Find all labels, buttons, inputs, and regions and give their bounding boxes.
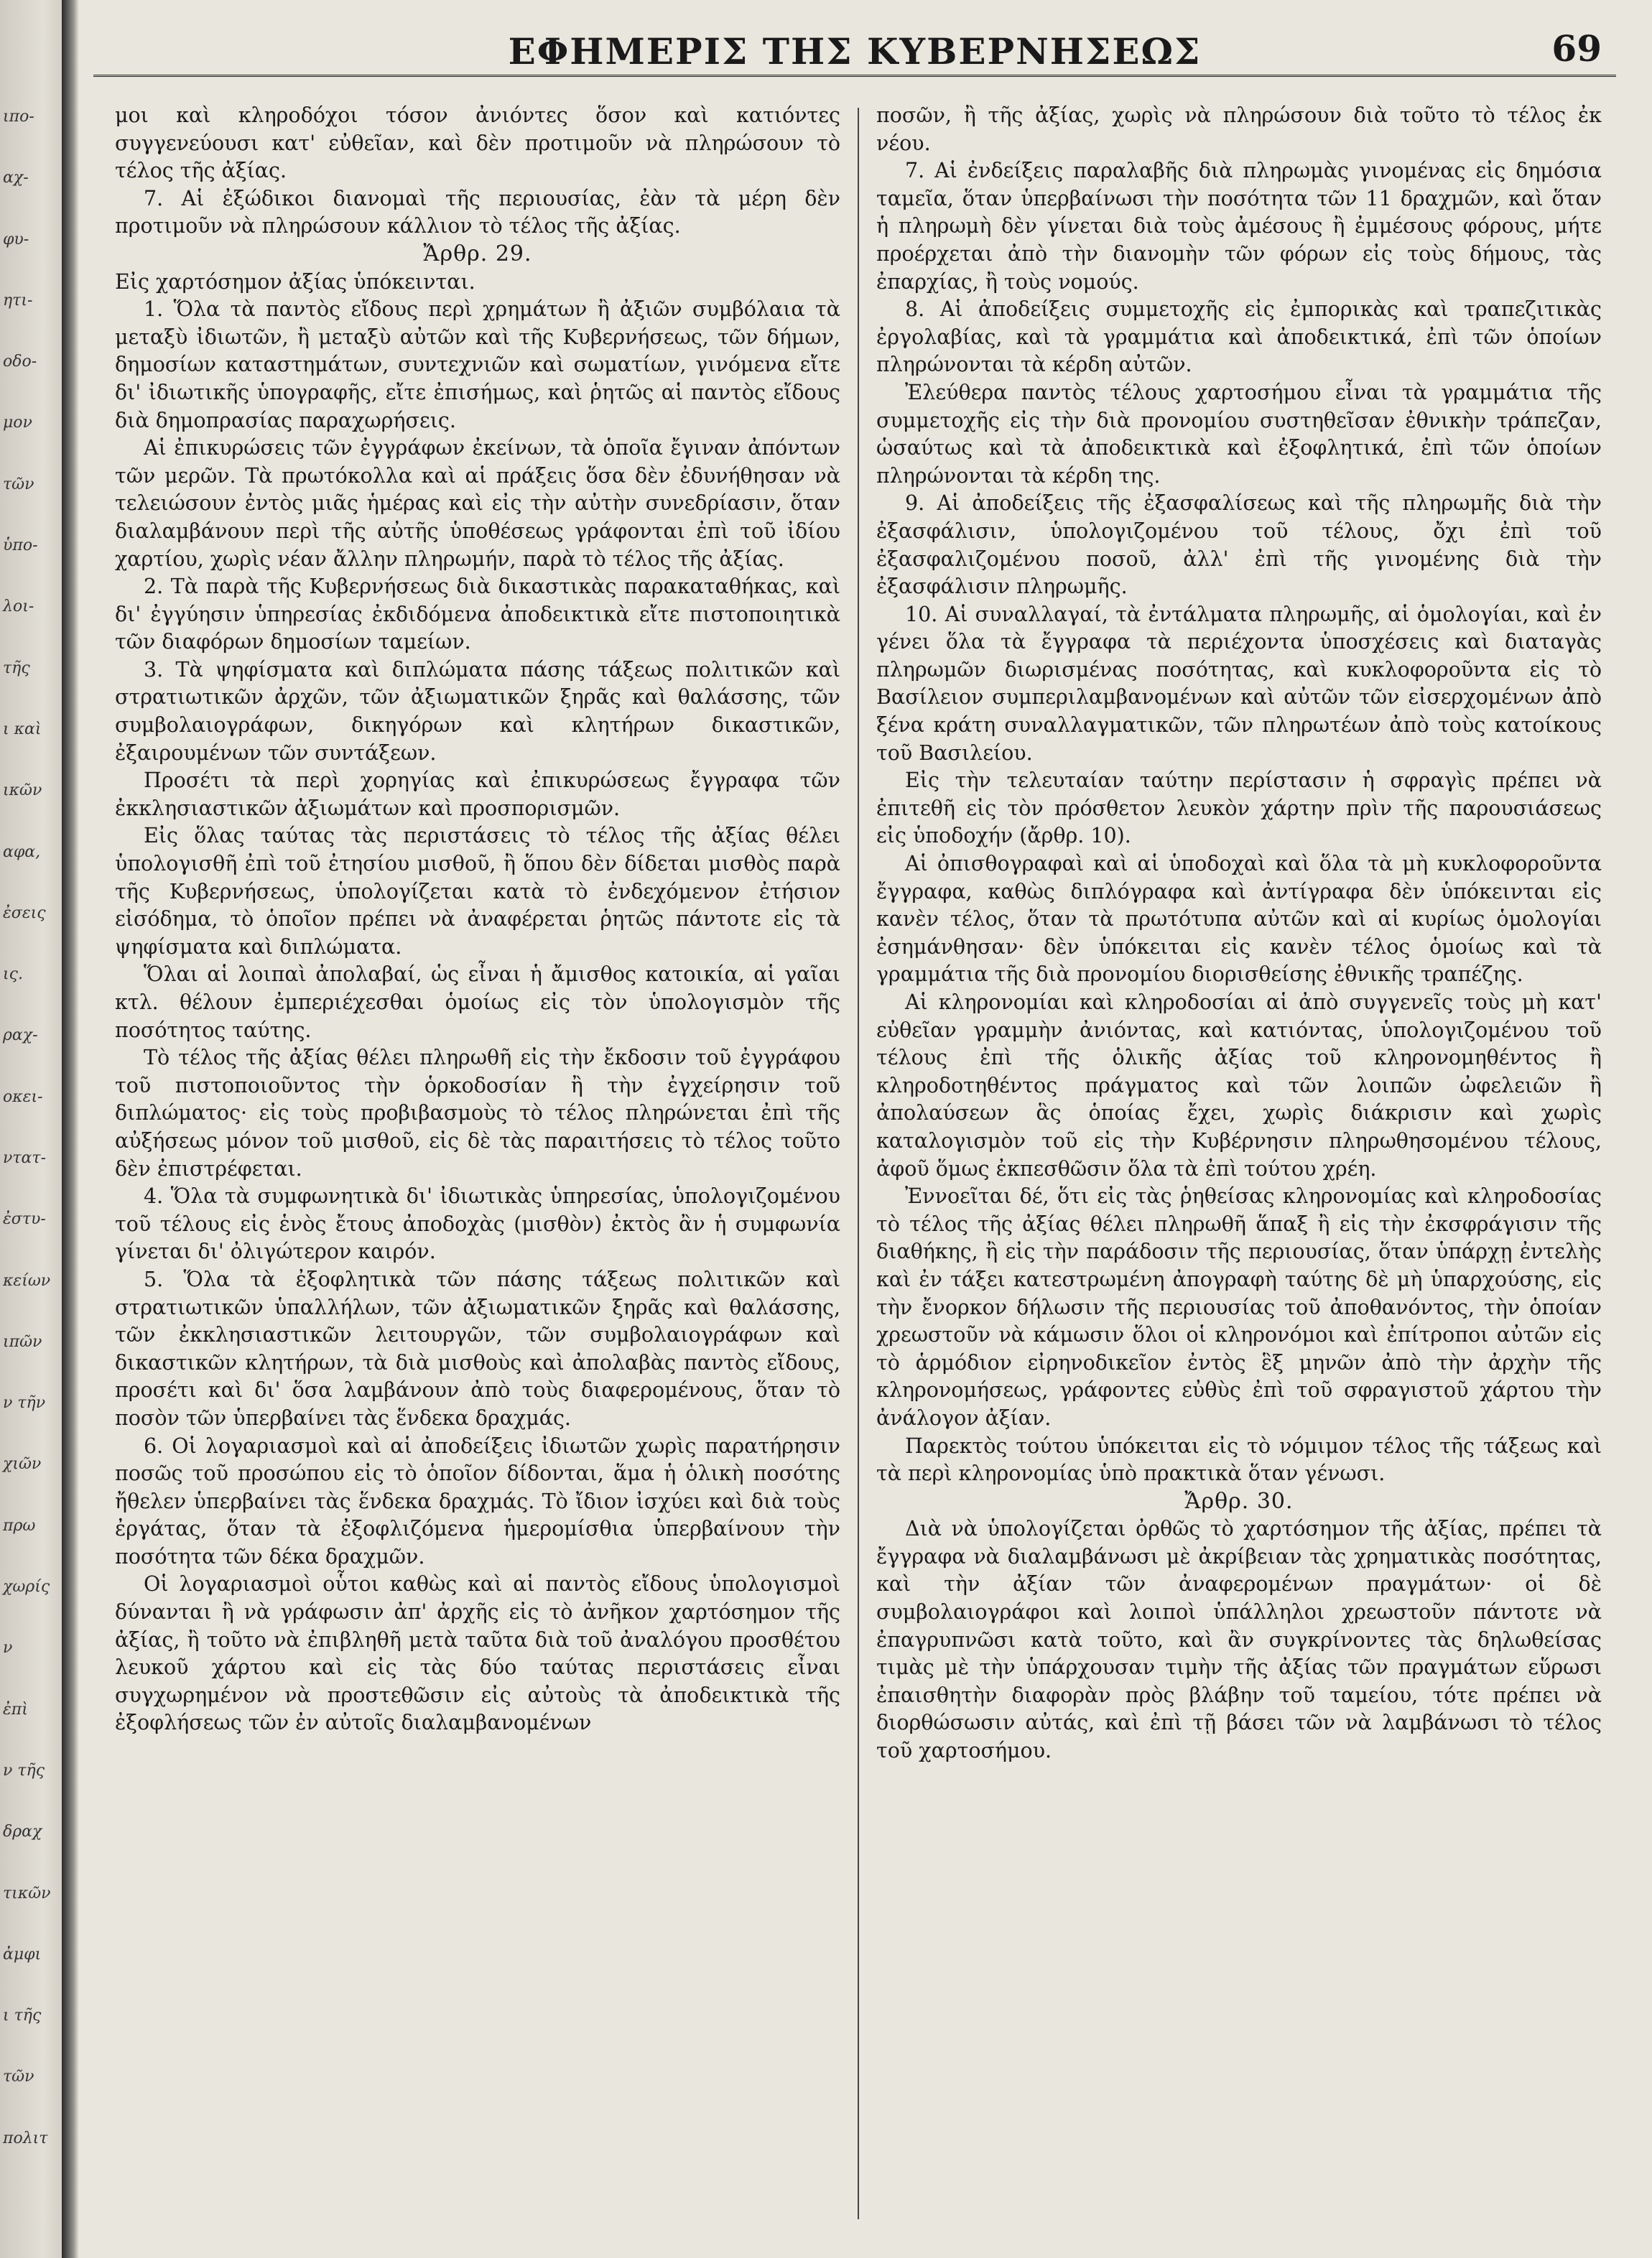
margin-fragment: τῶν	[3, 2068, 34, 2086]
margin-fragment: φυ-	[3, 230, 29, 248]
paragraph: Αἱ ὀπισθογραφαὶ καὶ αἱ ὑποδοχαὶ καὶ ὅλα τὰ μὴ κυκλοφοροῦντα ἔγγραφα, καθὼς διπλόγραφα καὶ ἀντίγραφα δὲν ὑπόκεινται εἰς κανὲν τέλος, ὅταν τὰ πρωτότυπα αὐτῶν καὶ αἱ κυρίως ὁμολογίαι ἐσημάνθησαν· δὲν ὑπόκειται εἰς κανὲν τέλος ὁμοίως καὶ τὰ γραμμάτια τῆς διὰ προνομίου διορισθείσης ἐθνικῆς τραπέζης.	[876, 852, 1602, 987]
column-divider	[858, 108, 859, 2219]
margin-fragment: οκει-	[3, 1087, 43, 1106]
margin-fragment: ιπῶν	[3, 1332, 42, 1351]
margin-fragment: ι καὶ	[3, 720, 42, 738]
paragraph: Προσέτι τὰ περὶ χορηγίας καὶ ἐπικυρώσεως ἔγγραφα τῶν ἐκκλησιαστικῶν ἀξιωμάτων καὶ προσπορισμῶν.	[115, 768, 840, 820]
article-heading: Ἄρθρ. 30.	[1184, 1488, 1294, 1514]
margin-fragment: κείων	[3, 1271, 51, 1290]
margin-fragment: δραχ	[3, 1823, 42, 1841]
page-header	[93, 23, 1616, 77]
margin-fragment: ἐστυ-	[3, 1210, 46, 1229]
margin-fragment: ντατ-	[3, 1149, 47, 1167]
paragraph: 7. Αἱ ἐνδείξεις παραλαβῆς διὰ πληρωμὰς γινομένας εἰς δημόσια ταμεῖα, ὅταν ὑπερβαίνωσι τὴν ποσότητα τῶν 11 δραχμῶν, καὶ ὅταν ἡ πληρωμὴ δὲν γίνεται διὰ τοὺς ἀμέσους ἢ ἐμμέσους φόρους, μήτε προέρχεται ἀπὸ τὴν διανομὴν τῶν φόρων εἰς τοὺς δήμους, τὰς ἐπαρχίας, ἢ τοὺς νομούς.	[876, 159, 1602, 294]
margin-fragment: χιῶν	[3, 1455, 42, 1474]
margin-fragment: ραχ-	[3, 1026, 38, 1045]
margin-fragment: ἐπὶ	[3, 1700, 28, 1719]
margin-fragment: αφα,	[3, 842, 41, 861]
margin-fragment: αχ-	[3, 169, 29, 187]
paragraph: Ἐννοεῖται δέ, ὅτι εἰς τὰς ῥηθείσας κληρονομίας καὶ κληροδοσίας τὸ τέλος τῆς ἀξίας θέλει πληρωθῆ ἅπαξ ἢ εἰς τὴν ἐκσφράγισιν τῆς διαθήκης, ἢ εἰς τὴν παράδοσιν τῆς περιουσίας, ὅταν ὑπάρχῃ ἐντελὴς καὶ ἐν τάξει κατεστρωμένη ἀπογραφὴ ταύτης δὲ μὴ ὑπαρχούσης, εἰς τὴν ἔνορκον δήλωσιν τῆς περιουσίας τοῦ ἀποθανόντος, τὴν ὁποίαν χρεωστοῦν νὰ κάμωσιν ὅλοι οἱ κληρονόμοι καὶ ἐπίτροποι αὐτῶν εἰς τὸ ἁρμόδιον εἰρηνοδικεῖον ἐντὸς ἓξ μηνῶν ἀπὸ τὴν ἀρχὴν τῆς κληρονομήσεως, γράφοντες εὐθὺς ἐπὶ τοῦ σφραγιστοῦ χάρτου τὴν ἀνάλογον ἀξίαν.	[876, 1184, 1602, 1430]
paragraph: 5. Ὅλα τὰ ἐξοφλητικὰ τῶν πάσης τάξεως πολιτικῶν καὶ στρατιωτικῶν ὑπαλλήλων, τῶν ἀξιωματικῶν ξηρᾶς καὶ θαλάσσης, τῶν ἐκκλησιαστικῶν λειτουργῶν, τῶν συμβολαιογράφων καὶ δικαστικῶν κλητήρων, τὰ διὰ μισθοὺς καὶ ἀπολαβὰς παντὸς εἴδους, προσέτι καὶ δι' ὅσα λαμβάνουν ἀπὸ τοὺς διαφερομένους, ὅταν τὸ ποσὸν τῶν ὑπερβαίνει τὰς ἕνδεκα δραχμάς.	[115, 1267, 840, 1430]
paragraph: Εἰς ὅλας ταύτας τὰς περιστάσεις τὸ τέλος τῆς ἀξίας θέλει ὑπολογισθῆ ἐπὶ τοῦ ἐτησίου μισθοῦ, ἢ ὅπου δὲν δίδεται μισθὸς παρὰ τῆς Κυβερνήσεως, ὑπολογίζεται κατὰ τὸ ἐνδεχόμενον ἐτήσιον εἰσόδημα, τὸ ὁποῖον πρέπει νὰ ἀναφέρεται ῥητῶς πάντοτε εἰς τὰ ψηφίσματα καὶ διπλώματα.	[115, 824, 840, 959]
margin-fragment: τικῶν	[3, 1884, 51, 1902]
binding-shadow	[62, 0, 79, 2258]
paragraph: 1. Ὅλα τὰ παντὸς εἴδους περὶ χρημάτων ἢ ἀξιῶν συμβόλαια τὰ μεταξὺ ἰδιωτῶν, ἢ μεταξὺ αὐτῶν καὶ τῆς Κυβερνήσεως, τῶν δήμων, δημοσίων καταστημάτων, συντεχνιῶν καὶ σωματίων, γινόμενα εἴτε δι' ἰδιωτικῆς ὑπογραφῆς, εἴτε ἐπισήμως, καὶ ῥητῶς αἱ παντὸς εἴδους διὰ δημοπρασίας παραχωρήσεις.	[115, 297, 840, 432]
paragraph: Εἰς χαρτόσημον ἀξίας ὑπόκεινται.	[115, 269, 475, 294]
margin-fragment: τῶν	[3, 475, 34, 493]
page-number: 69	[1551, 27, 1602, 70]
margin-fragment: μον	[3, 414, 32, 432]
margin-fragment: ἀμφι	[3, 1945, 42, 1964]
article-heading: Ἄρθρ. 29.	[423, 241, 532, 266]
margin-fragment: λοι-	[3, 598, 34, 616]
margin-fragment: ικῶν	[3, 781, 42, 800]
paragraph: 6. Οἱ λογαριασμοὶ καὶ αἱ ἀποδείξεις ἰδιωτῶν χωρὶς παρατήρησιν ποσῶς τοῦ προσώπου εἰς τὸ ὁποῖον δίδονται, ἅμα ἡ ὁλικὴ ποσότης ἤθελεν ὑπερβαίνει τὰς ἕνδεκα δραχμάς. Τὸ ἴδιον ἰσχύει καὶ διὰ τοὺς ἐργάτας, ὅταν τὰ ἐξοφλιζόμενα ἡμερομίσθια ὑπερβαίνουν τὴν ποσότητα τῶν δέκα δραχμῶν.	[115, 1434, 840, 1569]
paragraph: Εἰς τὴν τελευταίαν ταύτην περίστασιν ἡ σφραγὶς πρέπει νὰ ἐπιτεθῆ εἰς τὸν πρόσθετον λευκὸν χάρτην πρὶν τῆς παρουσιάσεως εἰς ὑποδοχήν (ἄρθρ. 10).	[876, 768, 1602, 848]
margin-fragment: χωρίς	[3, 1578, 50, 1597]
paragraph: 3. Τὰ ψηφίσματα καὶ διπλώματα πάσης τάξεως πολιτικῶν καὶ στρατιωτικῶν ἀρχῶν, τῶν ἀξιωματικῶν ξηρᾶς καὶ θαλάσσης, τῶν συμβολαιογράφων, δικηγόρων καὶ κλητήρων δικαστικῶν, ἐξαιρουμένων τῶν συντάξεων.	[115, 657, 840, 765]
adjacent-page-margin	[0, 0, 62, 2258]
margin-fragment: ιπο-	[3, 108, 34, 126]
paragraph: Τὸ τέλος τῆς ἀξίας θέλει πληρωθῆ εἰς τὴν ἔκδοσιν τοῦ ἐγγράφου τοῦ πιστοποιοῦντος τὴν ὁρκοδοσίαν ἢ τὴν ἐγχείρησιν τοῦ διπλώματος· εἰς τοὺς προβιβασμοὺς τὸ τέλος πληρώνεται ἐπὶ τῆς αὐξήσεως μόνον τοῦ μισθοῦ, εἰς δὲ τὰς παραιτήσεις τὸ τέλος τοῦτο δὲν ἐπιστρέφεται.	[115, 1046, 840, 1181]
margin-fragment: ητι-	[3, 291, 33, 310]
paragraph: 10. Αἱ συναλλαγαί, τὰ ἐντάλματα πληρωμῆς, αἱ ὁμολογίαι, καὶ ἐν γένει ὅλα τὰ ἔγγραφα τὰ περιέχοντα ὑποσχέσεις καὶ διαταγὰς πληρωμῶν διωρισμένας ποσότητας, καὶ κυκλοφοροῦντα εἰς τὸ Βασίλειον συμπεριλαμβανομένων καὶ αὐτῶν τῶν εἰσερχομένων ἀπὸ ξένα κράτη συναλλαγματικῶν, τῶν πληρωτέων ἀπὸ τοὺς κατοίκους τοῦ Βασιλείου.	[876, 602, 1602, 765]
margin-fragment: οδο-	[3, 353, 37, 371]
paragraph: μοι καὶ κληροδόχοι τόσον ἀνιόντες ὅσον καὶ κατιόντες συγγενεύουσι κατ' εὐθεῖαν, καὶ δὲν προτιμοῦν νὰ πληρώσουν τὸ τέλος τῆς ἀξίας.	[115, 103, 840, 183]
margin-fragment: πρω	[3, 1516, 36, 1535]
margin-fragment: ὑπο-	[3, 536, 38, 555]
paragraph: 9. Αἱ ἀποδείξεις τῆς ἐξασφαλίσεως καὶ τῆς πληρωμῆς διὰ τὴν ἐξασφάλισιν, ὑπολογιζομένου τοῦ τέλους, ὄχι ἐπὶ τοῦ ἐξασφαλιζομένου ποσοῦ, ἀλλ' ἐπὶ τῆς γινομένης διὰ τὴν ἐξασφάλισιν πληρωμῆς.	[876, 491, 1602, 599]
paragraph: 2. Τὰ παρὰ τῆς Κυβερνήσεως διὰ δικαστικὰς παρακαταθήκας, καὶ δι' ἐγγύησιν ὑπηρεσίας ἐκδιδόμενα ἀποδεικτικὰ εἴτε πιστοποιητικὰ τῶν διαφόρων δημοσίων ταμείων.	[115, 575, 840, 654]
margin-fragment: ν	[3, 1639, 13, 1658]
margin-fragment: τῆς	[3, 659, 30, 677]
paragraph: 7. Αἱ ἐξώδικοι διανομαὶ τῆς περιουσίας, ἐὰν τὰ μέρη δὲν προτιμοῦν νὰ πληρώσουν κάλλιον τὸ τέλος τῆς ἀξίας.	[115, 186, 840, 238]
margin-fragment: ἐσεις	[3, 903, 46, 922]
margin-fragment: ι τῆς	[3, 2007, 42, 2025]
paragraph: Ὅλαι αἱ λοιπαὶ ἀπολαβαί, ὡς εἶναι ἡ ἄμισθος κατοικία, αἱ γαῖαι κτλ. θέλουν ἐμπεριέχεσθαι ὁμοίως εἰς τὸν ὑπολογισμὸν τῆς ποσότητος ταύτης.	[115, 962, 840, 1042]
paragraph: Διὰ νὰ ὑπολογίζεται ὀρθῶς τὸ χαρτόσημον τῆς ἀξίας, πρέπει τὰ ἔγγραφα νὰ διαλαμβάνωσι μὲ ἀκρίβειαν τὰς χρηματικὰς ποσότητας, καὶ τὴν ἀξίαν τῶν ἀναφερομένων πραγμάτων· οἱ δὲ συμβολαιογράφοι καὶ λοιποὶ ὑπάλληλοι χρεωστοῦν πάντοτε νὰ ἐπαγρυπνῶσι κατὰ τοῦτο, καὶ ἂν συγκρίνοντες τὰς δηλωθείσας τιμὰς μὲ τὴν ὑπάρχουσαν τιμὴν τῆς ἀξίας τῶν πραγμάτων εὕρωσι ἐπαισθητὴν διαφορὰν πρὸς βλάβην τοῦ ταμείου, τότε πρέπει νὰ διορθώσωσιν αὐτάς, καὶ ἐπὶ τῇ βάσει τῶν νὰ λαμβάνωσι τὸ τέλος τοῦ χαρτοσήμου.	[876, 1517, 1602, 1763]
right-column	[876, 102, 1602, 2228]
margin-fragment: πολιτ	[3, 2129, 48, 2147]
paragraph: ποσῶν, ἢ τῆς ἀξίας, χωρὶς νὰ πληρώσουν διὰ τοῦτο τὸ τέλος ἐκ νέου.	[876, 103, 1602, 155]
paragraph: Οἱ λογαριασμοὶ οὗτοι καθὼς καὶ αἱ παντὸς εἴδους ὑπολογισμοὶ δύνανται ἢ νὰ γράφωσιν ἀπ' ἀρχῆς εἰς τὸ ἀνῆκον χαρτόσημον τῆς ἀξίας, ἢ τοῦτο νὰ ἐπιβληθῆ μετὰ ταῦτα διὰ τοῦ ἀναλόγου προσθέτου λευκοῦ χάρτου καὶ εἰς τὰς δύο ταύτας περιστάσεις εἶναι συγχωρημένον νὰ προστεθῶσιν εἰς αὐτοὺς τὰ ἀποδεικτικὰ τῆς ἐξοφλήσεως τῶν ἐν αὐτοῖς διαλαμβανομένων	[115, 1572, 840, 1735]
paragraph: Αἱ ἐπικυρώσεις τῶν ἐγγράφων ἐκείνων, τὰ ὁποῖα ἔγιναν ἀπόντων τῶν μερῶν. Τὰ πρωτόκολλα καὶ αἱ πράξεις ὅσα δὲν ἐδυνήθησαν νὰ τελειώσουν ἐντὸς μιᾶς ἡμέρας καὶ εἰς τὴν αὐτὴν συνεδρίασιν, ὅταν διαλαμβάνουν περὶ τῆς αὐτῆς ὑποθέσεως γράφονται ἐπὶ τοῦ ἰδίου χαρτίου, χωρὶς νέαν ἄλλην πληρωμήν, παρὰ τὸ τέλος τῆς ἀξίας.	[115, 436, 840, 571]
newspaper-title: ΕΦΗΜΕΡΙΣ ΤΗΣ ΚΥΒΕΡΝΗΣΕΩΣ	[508, 30, 1202, 73]
paragraph: Ἐλεύθερα παντὸς τέλους χαρτοσήμου εἶναι τὰ γραμμάτια τῆς συμμετοχῆς εἰς τὴν διὰ προνομίου συστηθεῖσαν ἐθνικὴν τράπεζαν, ὡσαύτως καὶ τὰ ἀποδεικτικὰ καὶ ἐξοφλητικά, ἐπὶ τῶν ὁποίων πληρώνονται τὰ κέρδη της.	[876, 380, 1602, 488]
margin-fragment: ν τῆς	[3, 1761, 45, 1780]
left-column	[115, 102, 840, 2228]
margin-fragment: ις.	[3, 965, 23, 984]
margin-fragment: ν τῆν	[3, 1394, 46, 1413]
paragraph: 4. Ὅλα τὰ συμφωνητικὰ δι' ἰδιωτικὰς ὑπηρεσίας, ὑπολογιζομένου τοῦ τέλους εἰς ἑνὸς ἔτους ἀποδοχὰς (μισθὸν) ἐκτὸς ἂν ἡ συμφωνία γίνεται δι' ὀλιγώτερον καιρόν.	[115, 1184, 840, 1264]
paragraph: 8. Αἱ ἀποδείξεις συμμετοχῆς εἰς ἐμπορικὰς καὶ τραπεζιτικὰς ἐργολαβίας, καὶ τὰ γραμμάτια καὶ ἀποδεικτικά, ἐπὶ τῶν ὁποίων πληρώνονται τὰ κέρδη αὐτῶν.	[876, 297, 1602, 377]
paragraph: Παρεκτὸς τούτου ὑπόκειται εἰς τὸ νόμιμον τέλος τῆς τάξεως καὶ τὰ περὶ κληρονομίας ὑπὸ πρακτικὰ ὅταν γένωσι.	[876, 1434, 1602, 1486]
paragraph: Αἱ κληρονομίαι καὶ κληροδοσίαι αἱ ἀπὸ συγγενεῖς τοὺς μὴ κατ' εὐθεῖαν γραμμὴν ἀνιόντας, καὶ κατιόντας, ὑπολογιζομένου τοῦ τέλους ἐπὶ τῆς ὁλικῆς ἀξίας τοῦ κληρονομηθέντος ἢ κληροδοτηθέντος πράγματος καὶ τῶν λοιπῶν ὠφελειῶν ἢ ἀπολαύσεων ἃς ὁποίας ἔχει, χωρὶς διάκρισιν καὶ χωρὶς καταλογισμὸν τοῦ εἰς τὴν Κυβέρνησιν πληρωθησομένου τέλους, ἀφοῦ ὅμως ἐκπεσθῶσιν ὅλα τὰ ἐπὶ τούτου χρέη.	[876, 990, 1602, 1181]
